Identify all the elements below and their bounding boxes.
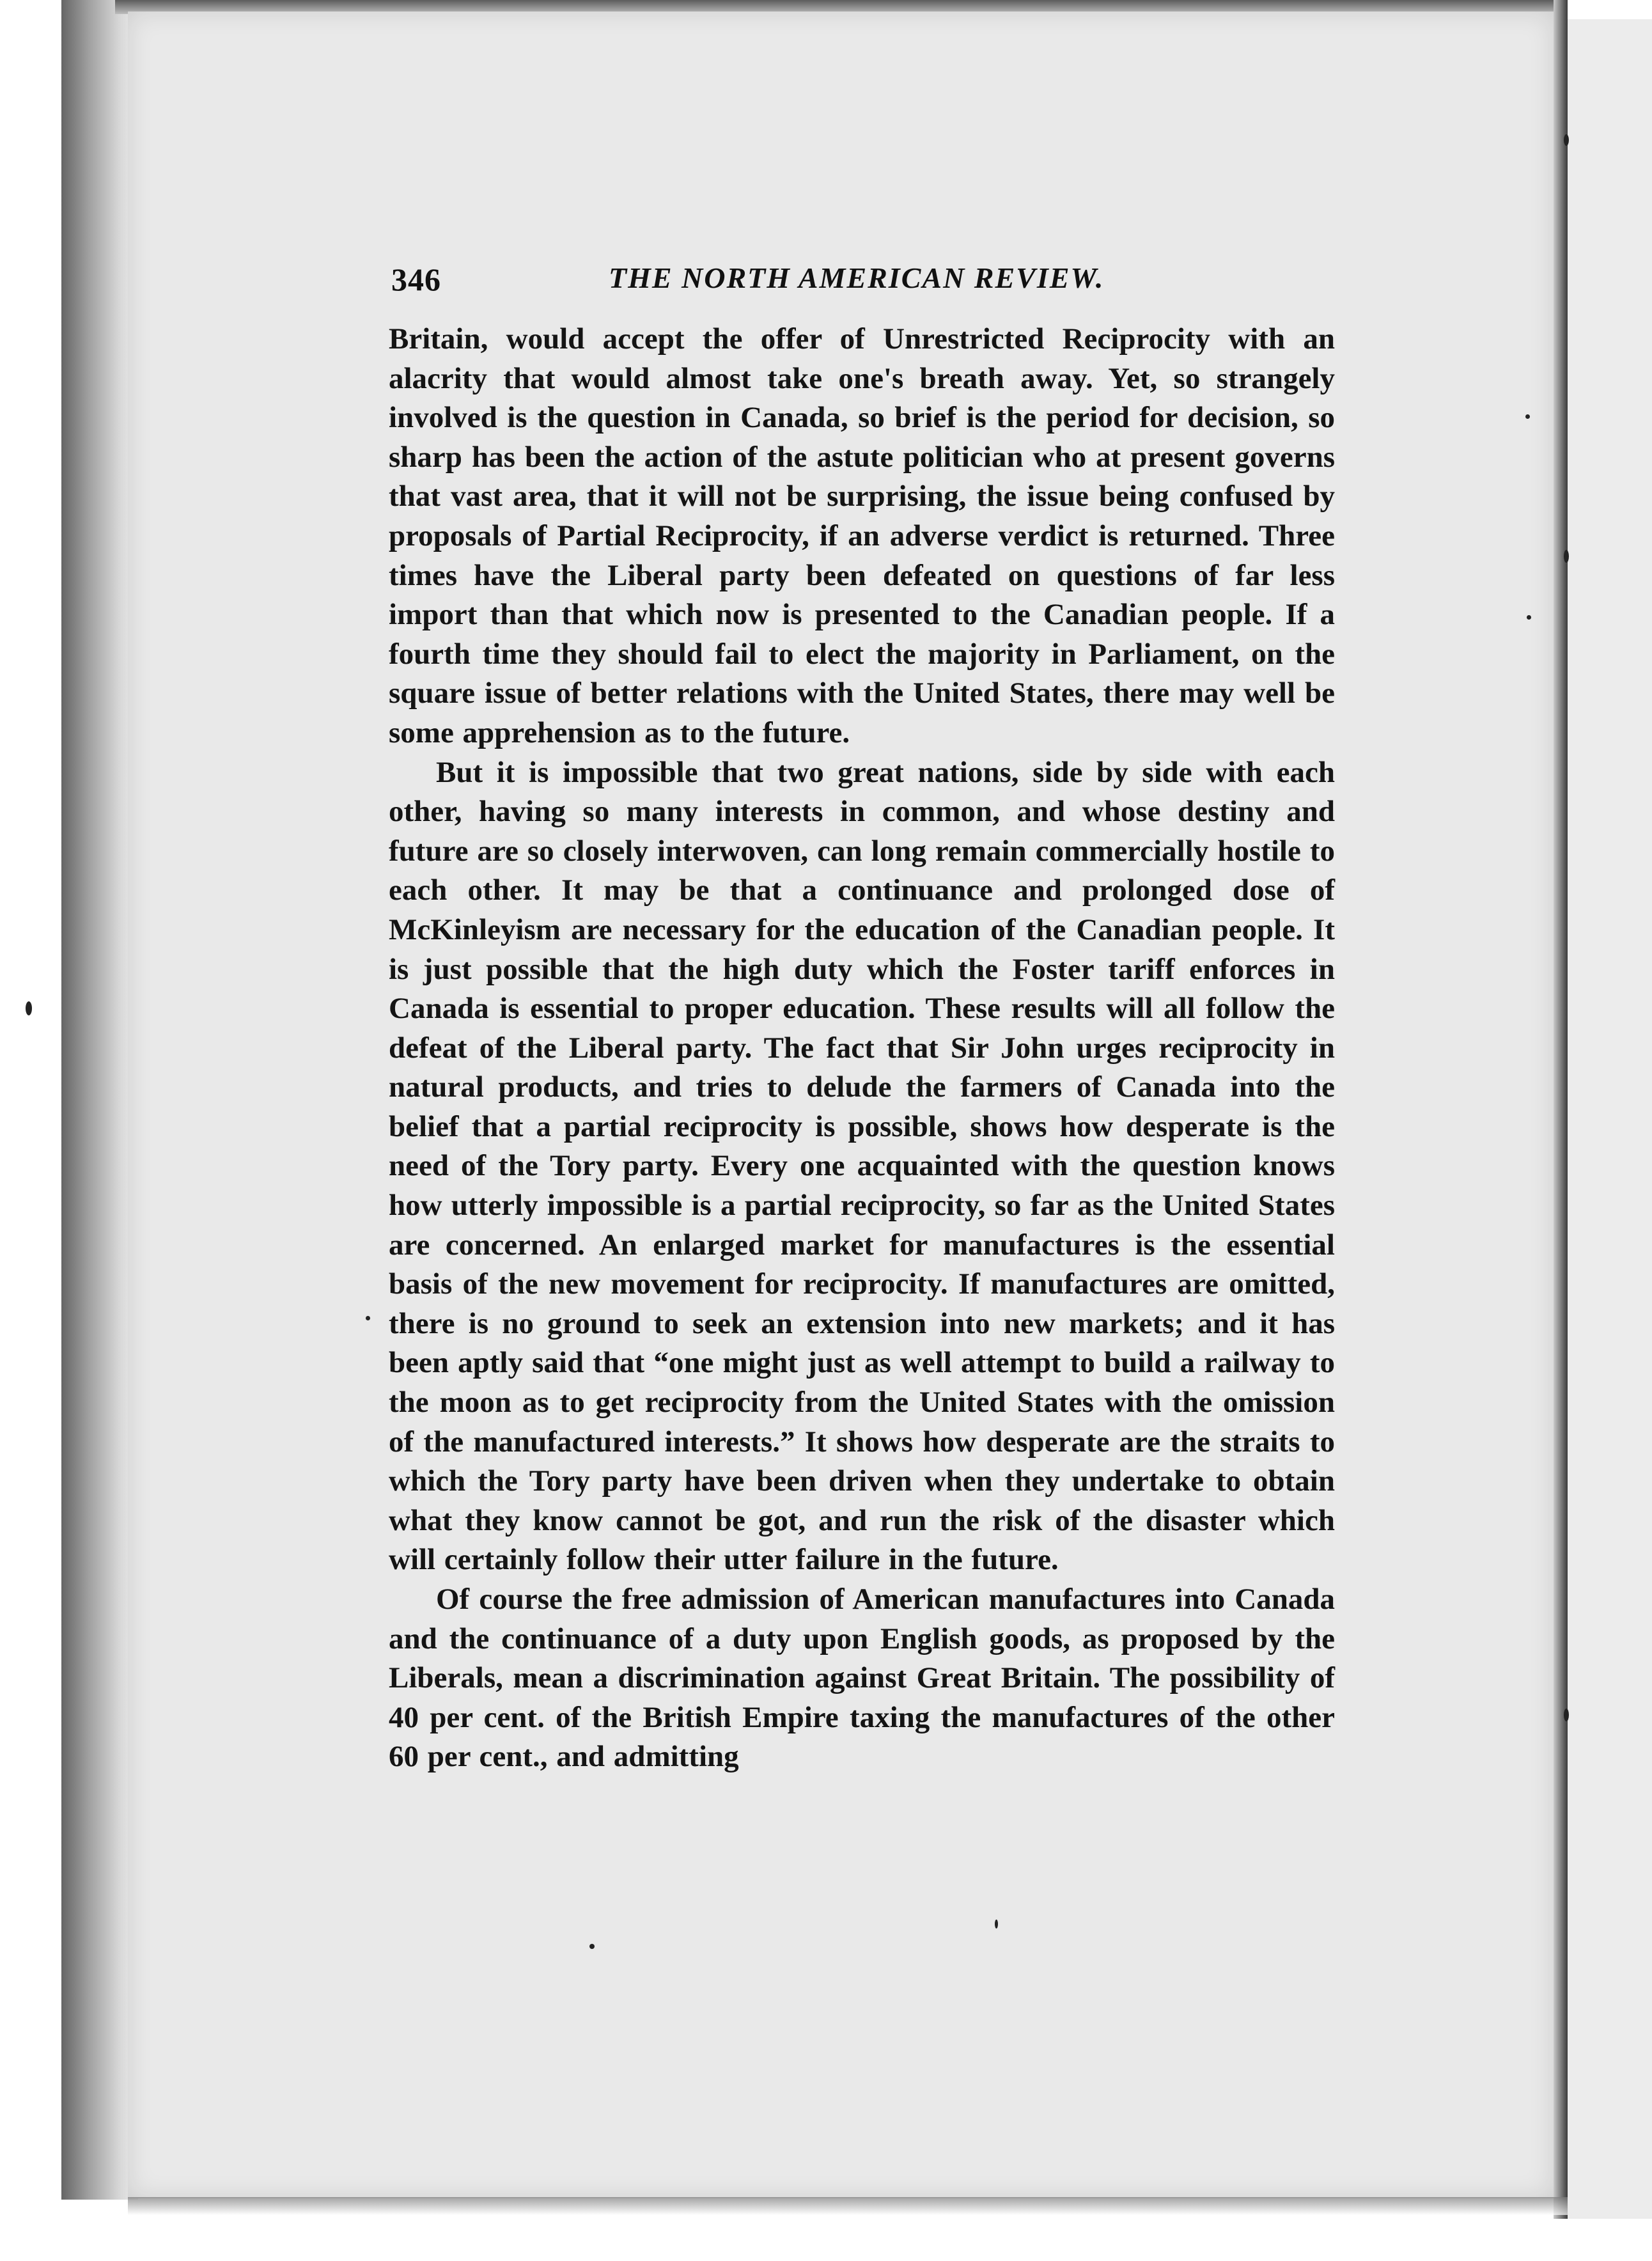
page-bottom-edge	[128, 2197, 1568, 2215]
scan-speck	[1564, 134, 1569, 146]
scan-speck	[1564, 1709, 1569, 1721]
running-head: THE NORTH AMERICAN REVIEW.	[609, 262, 1105, 294]
page-number: 346	[391, 262, 441, 297]
scan-speck	[26, 1001, 32, 1015]
article-body	[389, 320, 1335, 1777]
scan-speck	[1527, 615, 1531, 620]
page-right-edge	[1554, 0, 1568, 2219]
paragraph-3: Of course the free admission of American manufactures into Canada and the continuance of a duty upon English goods, as proposed by the Liberals, mean a discrimination against Great Britain. The possibility of 40 per cent. of the British Empire taxing the manufactures of the other 60 per cent., and admitting	[389, 1583, 1335, 1774]
scan-speck	[1525, 414, 1530, 419]
book-binding-shadow	[61, 0, 138, 2200]
scan-speck	[589, 1944, 595, 1949]
scan-speck	[995, 1920, 998, 1928]
adjacent-page-strip	[1568, 19, 1652, 2219]
page-header	[391, 261, 1337, 306]
scan-speck	[366, 1316, 370, 1320]
paragraph-1: Britain, would accept the offer of Unrestricted Reciprocity with an alacrity that would almost take one's breath away. Yet, so strangely involved is the question in Canada, so brief is the period for decision, so sharp has been the action of the astute politician who at present governs that vast area, that it will not be surprising, the issue being confused by proposals of Partial Reciprocity, if an adverse verdict is returned. Three times have the Liberal party been defeated on questions of far less import than that which now is presented to the Canadian people. If a fourth time they should fail to elect the majority in Parliament, on the square issue of better relations with the United States, there may well be some apprehension as to the future.	[389, 322, 1335, 749]
scan-speck	[1564, 550, 1569, 563]
paragraph-2: But it is impossible that two great nations, side by side with each other, having so many interests in common, and whose destiny and future are so closely interwoven, can long remain commercially hostile to each other. It may be that a continuance and prolonged dose of McKinleyism are necessary for the education of the Canadian people. It is just possible that the high duty which the Foster tariff enforces in Canada is essential to proper education. These results will all follow the defeat of the Liberal party. The fact that Sir John urges reciprocity in natural products, and tries to delude the farmers of Canada into the belief that a partial reciprocity is possible, shows how desperate is the need of the Tory party. Every one acquainted with the question knows how utterly impossible is a partial reciprocity, so far as the United States are concerned. An enlarged market for manufactures is the essential basis of the new movement for reciprocity. If manufactures are omitted, there is no ground to seek an extension into new markets; and it has been aptly said that “one might just as well attempt to build a railway to the moon as to get reciprocity from the United States with the omission of the manufactured interests.” It shows how desperate are the straits to which the Tory party have been driven when they undertake to obtain what they know cannot be got, and run the risk of the disaster which will certainly follow their utter failure in the future.	[389, 755, 1335, 1577]
